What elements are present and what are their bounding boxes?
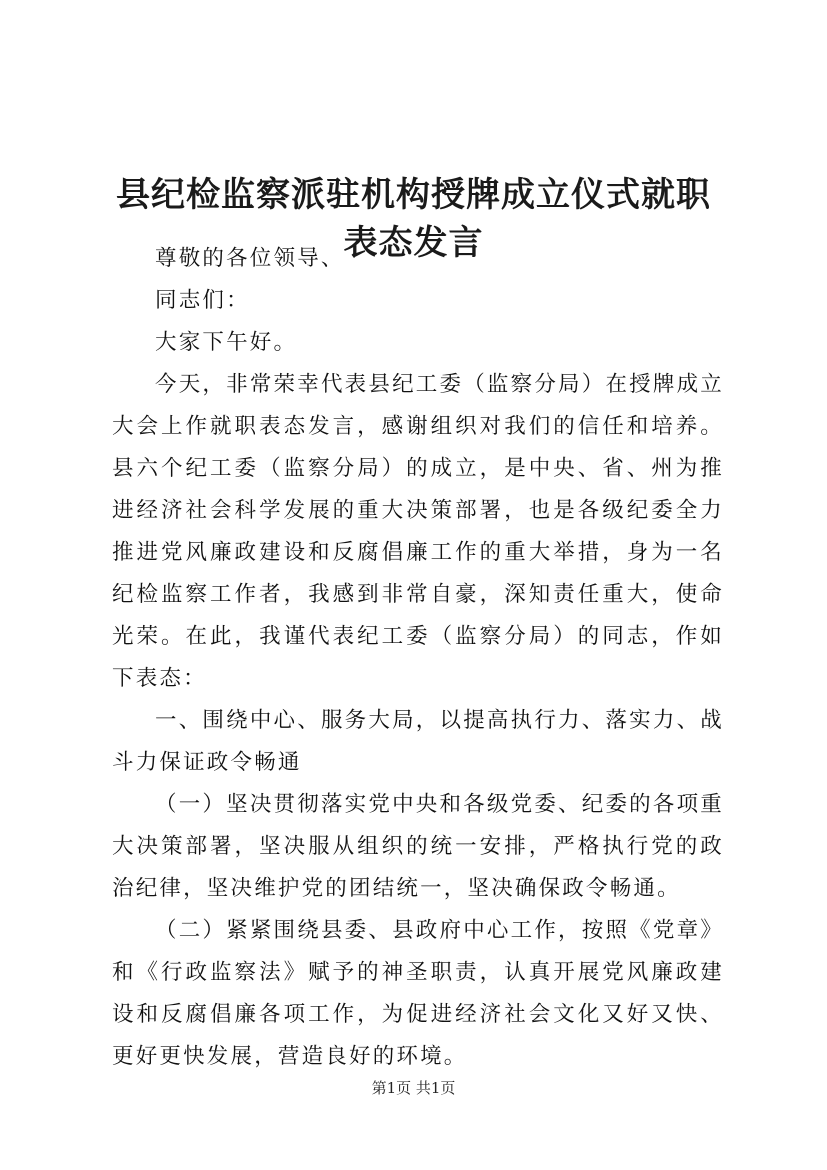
body-paragraph: （二）紧紧围绕县委、县政府中心工作，按照《党章》和《行政监察法》赋予的神圣职责，认真开展党风廉政建设和反腐倡廉各项工作，为促进经济社会文化又好又快、更好更快发展，营造良好的环境。: [112, 918, 724, 1069]
page-number-footer: 第1页 共1页: [371, 1079, 456, 1097]
salutation-leaders: 尊敬的各位领导、: [155, 246, 345, 271]
document-body: [112, 238, 724, 1078]
body-paragraph: （一）坚决贯彻落实党中央和各级党委、纪委的各项重大决策部署，坚决服从组织的统一安排，严格执行党的政治纪律，坚决维护党的团结统一，坚决确保政令畅通。: [112, 792, 724, 901]
document-title: 县纪检监察派驻机构授牌成立仪式就职表态发言: [116, 174, 711, 263]
salutation-comrades: 同志们：: [155, 288, 250, 313]
greeting: 大家下午好。: [155, 330, 298, 355]
body-paragraph: 今天，非常荣幸代表县纪工委（监察分局）在授牌成立大会上作就职表态发言，感谢组织对我们的信任和培养。县六个纪工委（监察分局）的成立，是中央、省、州为推进经济社会科学发展的重大决策部署，也是各级纪委全力推进党风廉政建设和反腐倡廉工作的重大举措，身为一名纪检监察工作者，我感到非常自豪，深知责任重大，使命光荣。在此，我谨代表纪工委（监察分局）的同志，作如下表态：: [112, 372, 724, 691]
section-heading: 一、围绕中心、服务大局，以提高执行力、落实力、战斗力保证政令畅通: [112, 708, 724, 775]
